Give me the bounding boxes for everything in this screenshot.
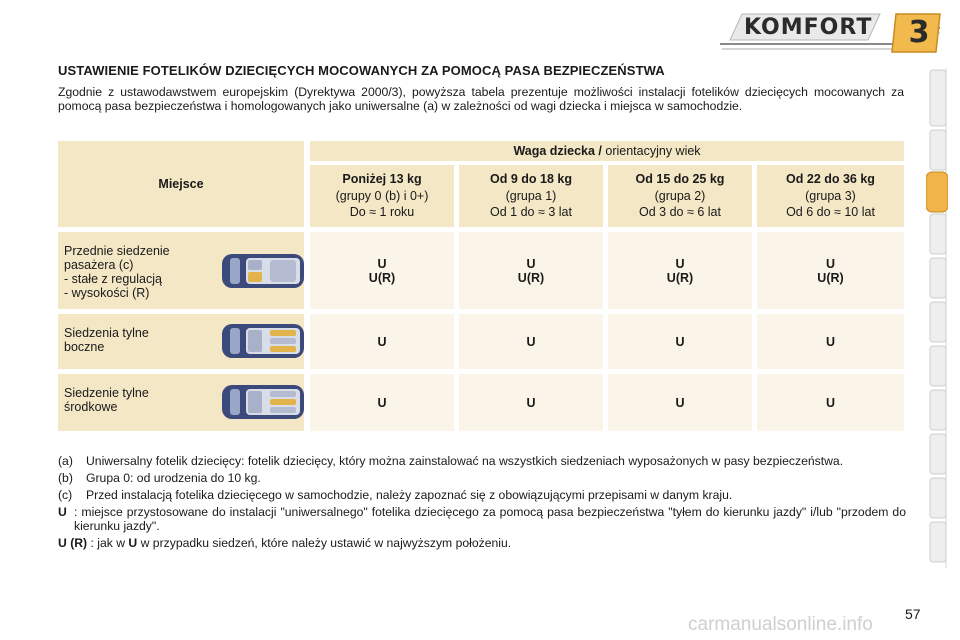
- weight-header-bold: Waga dziecka /: [513, 144, 602, 158]
- footnote-text-bold: U: [128, 536, 138, 550]
- group-title: Poniżej 13 kg: [342, 172, 422, 187]
- place-label: Przednie siedzenie pasażera (c) - stałe z regulacją - wysokości (R): [64, 244, 170, 300]
- value-cell: U: [310, 374, 454, 431]
- group-label: (grupa 2): [654, 188, 706, 203]
- car-seat-position-icon: [220, 322, 306, 360]
- page-heading: USTAWIENIE FOTELIKÓW DZIECIĘCYCH MOCOWANYCH ZA POMOCĄ PASA BEZPIECZEŃSTWA: [58, 63, 665, 78]
- footnote: [58, 471, 906, 485]
- intro-paragraph: Zgodnie z ustawodawstwem europejskim (Dyrektywa 2000/3), powyższa tabela prezentuje możliwości instalacji fotelików dziecięcych mocowanych za pomocą pasa bezpieczeństwa i homologowanych jako uniwersalne (a) w zależności od wagi dziecka i miejsca w samochodzie.: [58, 85, 904, 113]
- place-cell-rear-center: [58, 374, 304, 431]
- value-cell: U: [459, 314, 603, 369]
- place-cell-front-passenger: [58, 232, 304, 309]
- side-tabs: [926, 68, 948, 568]
- footnote-key: U (R): [58, 536, 88, 550]
- footnote-text: : miejsce przystosowane do instalacji "uniwersalnego" fotelika dziecięcego za pomocą pasa bezpieczeństwa "tyłem do kierunku jazdy" i/lub "przodem do kierunku jazdy".: [74, 505, 906, 533]
- group-header: [757, 165, 904, 227]
- footnote-text: : jak w: [87, 536, 129, 550]
- car-seat-position-icon: [220, 252, 306, 290]
- footnote-key: (a): [58, 454, 73, 468]
- car-seat-position-icon: [220, 383, 306, 421]
- watermark: carmanualsonline.info: [688, 614, 873, 635]
- footnote-ur: [58, 536, 906, 550]
- value-cell: U: [608, 374, 752, 431]
- weight-header: [310, 141, 904, 161]
- group-title: Od 9 do 18 kg: [490, 172, 572, 187]
- weight-header-rest: orientacyjny wiek: [601, 144, 701, 158]
- group-age: Do ≈ 1 roku: [349, 205, 415, 220]
- place-label: Siedzenia tylne boczne: [64, 326, 149, 354]
- value-cell: U U(R): [310, 232, 454, 309]
- place-header: Miejsce: [58, 141, 304, 227]
- footnote: [58, 505, 906, 533]
- group-label: (grupy 0 (b) i 0+): [335, 188, 429, 203]
- value-cell: U: [310, 314, 454, 369]
- group-title: Od 22 do 36 kg: [786, 172, 875, 187]
- section-title: KOMFORT: [744, 15, 873, 40]
- value-cell: U: [608, 314, 752, 369]
- place-label: Siedzenie tylne środkowe: [64, 386, 149, 414]
- group-header: [459, 165, 603, 227]
- group-age: Od 1 do ≈ 3 lat: [490, 205, 572, 220]
- value-cell: U U(R): [459, 232, 603, 309]
- group-label: (grupa 3): [805, 188, 856, 203]
- value-cell: U: [757, 314, 904, 369]
- group-header: [310, 165, 454, 227]
- footnote-key: (c): [58, 488, 73, 502]
- footnote-key: U: [58, 505, 67, 519]
- group-header: [608, 165, 752, 227]
- group-label: (grupa 1): [505, 188, 557, 203]
- footnotes: [58, 454, 906, 553]
- value-cell: U U(R): [608, 232, 752, 309]
- footnote-text: w przypadku siedzeń, które należy ustawić w najwyższym położeniu.: [137, 536, 512, 550]
- footnote: [58, 454, 906, 468]
- group-title: Od 15 do 25 kg: [635, 172, 725, 187]
- value-cell: U: [459, 374, 603, 431]
- footnote-text: Przed instalacją fotelika dziecięcego w samochodzie, należy zapoznać się z obowiązującymi przepisami w danym kraju.: [86, 488, 733, 502]
- group-age: Od 6 do ≈ 10 lat: [786, 205, 875, 220]
- place-cell-rear-side: [58, 314, 304, 369]
- group-age: Od 3 do ≈ 6 lat: [639, 205, 721, 220]
- footnote: [58, 488, 906, 502]
- page-number: 57: [905, 606, 921, 622]
- child-seat-table: [58, 141, 904, 431]
- value-cell: U: [757, 374, 904, 431]
- footnote-text: Grupa 0: od urodzenia do 10 kg.: [86, 471, 261, 485]
- chapter-number: 3: [908, 15, 930, 50]
- value-cell: U U(R): [757, 232, 904, 309]
- footnote-text: Uniwersalny fotelik dziecięcy: fotelik dziecięcy, który można zainstalować na wszystkich siedzeniach wyposażonych w pasy bezpieczeństwa.: [86, 454, 844, 468]
- footnote-key: (b): [58, 471, 73, 485]
- active-chapter-tab: [926, 172, 948, 212]
